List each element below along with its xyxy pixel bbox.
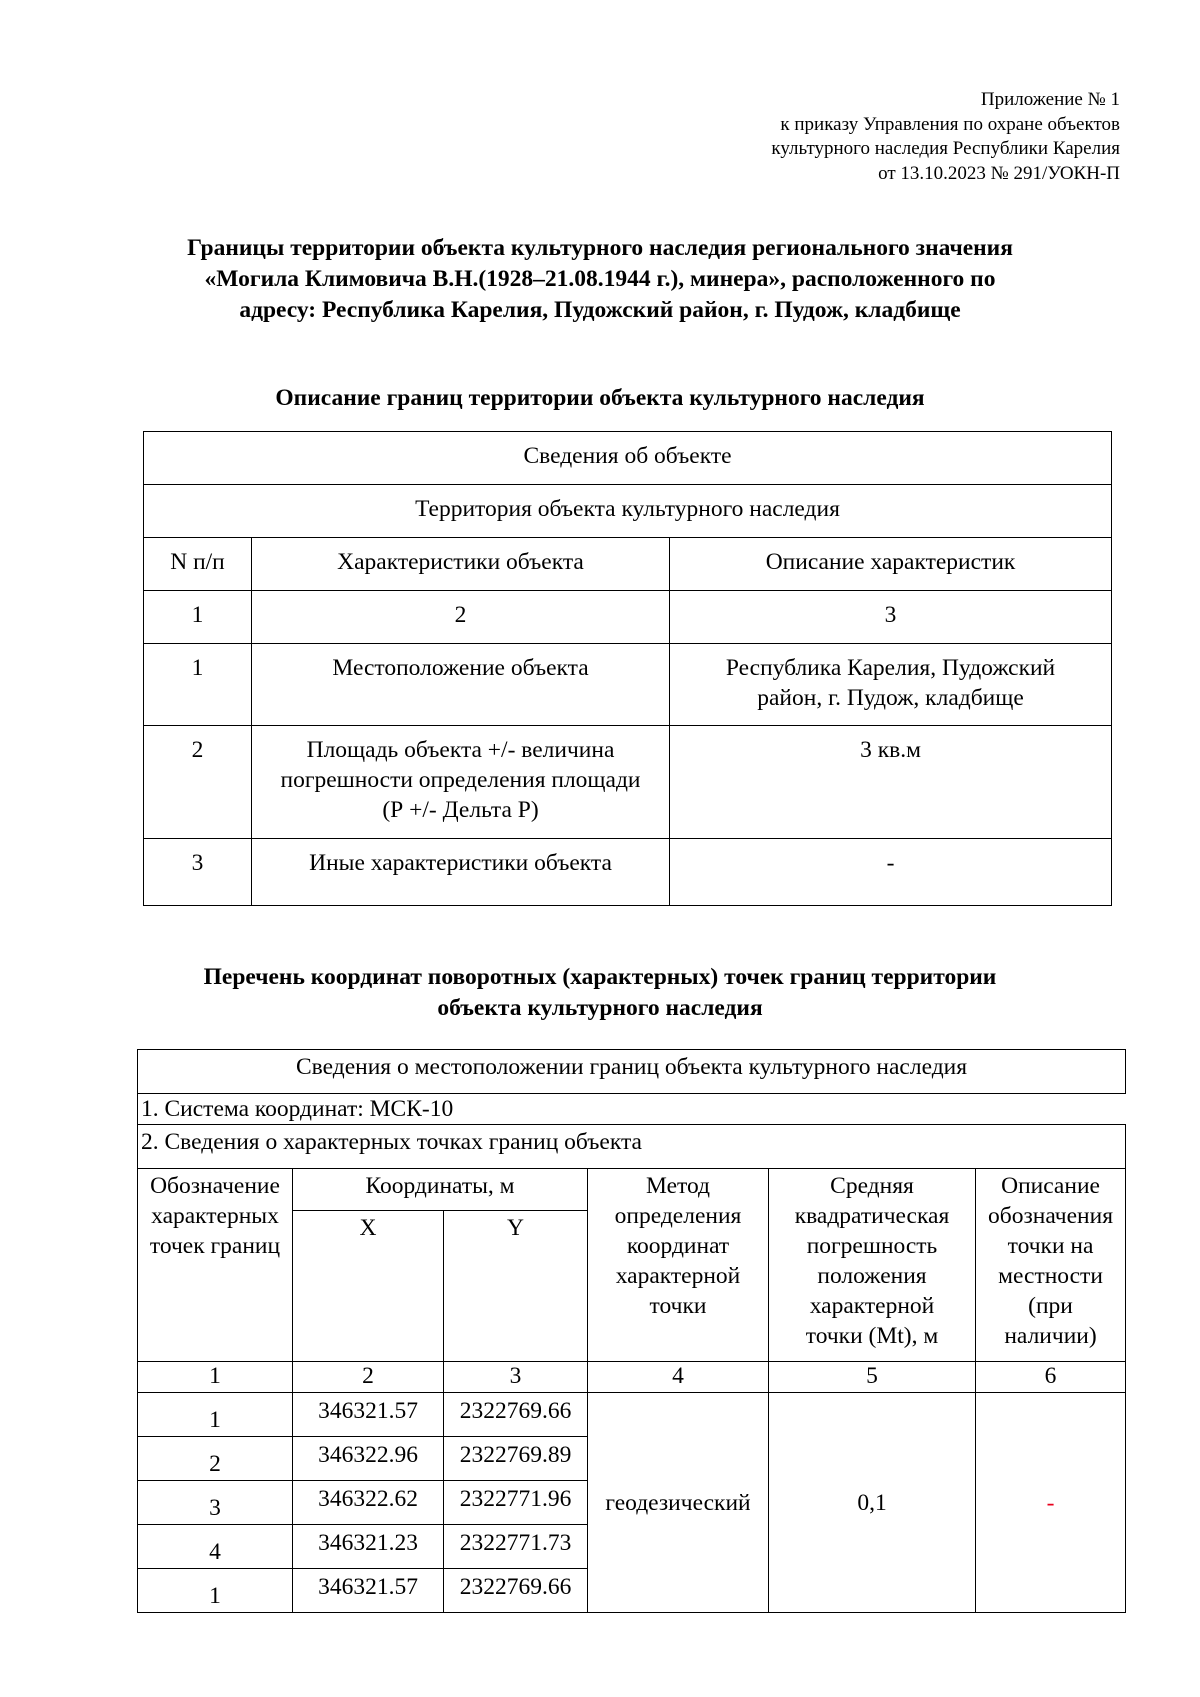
column-number: 6 bbox=[976, 1362, 1126, 1393]
cell-line: Средняя bbox=[830, 1173, 914, 1199]
column-header-error bbox=[769, 1169, 976, 1362]
title-line: адресу: Республика Карелия, Пудожский район, г. Пудож, кладбище bbox=[239, 297, 961, 323]
points-header: 2. Сведения о характерных точках границ объекта bbox=[138, 1125, 1126, 1169]
y-value: 2322771.73 bbox=[444, 1525, 588, 1569]
x-value: 346321.23 bbox=[293, 1525, 444, 1569]
cell-line: характерных bbox=[151, 1203, 279, 1229]
cell-line: положения bbox=[817, 1263, 927, 1289]
appendix-line: культурного наследия Республики Карелия bbox=[771, 138, 1120, 159]
point-number: 1 bbox=[138, 1393, 293, 1437]
table-row bbox=[144, 839, 1112, 906]
cell-line: координат bbox=[626, 1233, 730, 1259]
cell-line: Площадь объекта +/- величина bbox=[306, 737, 615, 763]
point-number: 4 bbox=[138, 1525, 293, 1569]
row-number: 1 bbox=[144, 644, 252, 726]
document-title bbox=[100, 233, 1100, 326]
column-header-method bbox=[588, 1169, 769, 1362]
cell-line: определения bbox=[614, 1203, 742, 1229]
cell-line: наличии) bbox=[1004, 1323, 1097, 1349]
cell-line: квадратическая bbox=[794, 1203, 950, 1229]
characteristic-cell bbox=[252, 644, 670, 726]
title-line: объекта культурного наследия bbox=[437, 995, 763, 1021]
description-cell bbox=[670, 839, 1112, 906]
cell-line: Республика Карелия, Пудожский bbox=[725, 655, 1056, 681]
coordinates-table bbox=[137, 1049, 1126, 1613]
cell-line: точки (Mt), м bbox=[805, 1323, 939, 1349]
column-header: Характеристики объекта bbox=[252, 538, 670, 591]
cell-line: погрешность bbox=[806, 1233, 938, 1259]
cell-line: обозначения bbox=[988, 1203, 1114, 1229]
appendix-line: от 13.10.2023 № 291/УОКН-П bbox=[878, 162, 1120, 184]
point-number: 1 bbox=[138, 1569, 293, 1613]
point-number: 2 bbox=[138, 1437, 293, 1481]
title-line: Границы территории объекта культурного наследия регионального значения bbox=[187, 235, 1013, 261]
cell-line: Описание bbox=[1001, 1173, 1100, 1199]
x-value: 346321.57 bbox=[293, 1393, 444, 1437]
appendix-header bbox=[600, 88, 1120, 186]
row-number: 3 bbox=[144, 839, 252, 906]
appendix-line: Приложение № 1 bbox=[980, 89, 1120, 110]
cell-line: 3 кв.м bbox=[860, 737, 921, 763]
column-number: 2 bbox=[293, 1362, 444, 1393]
cell-line: характерной bbox=[615, 1263, 741, 1289]
x-value: 346321.57 bbox=[293, 1569, 444, 1613]
x-value: 346322.62 bbox=[293, 1481, 444, 1525]
column-header-designation bbox=[138, 1169, 293, 1362]
cell-line: точек границ bbox=[149, 1233, 281, 1259]
cell-line: Местоположение объекта bbox=[332, 655, 589, 681]
column-number: 1 bbox=[138, 1362, 293, 1393]
cell-line: точки bbox=[649, 1293, 707, 1319]
section2-title bbox=[100, 962, 1100, 1024]
cell-line: - bbox=[886, 850, 895, 876]
description-cell bbox=[670, 726, 1112, 839]
column-header-description bbox=[976, 1169, 1126, 1362]
cell-line: (при bbox=[1028, 1293, 1073, 1319]
title-line: «Могила Климовича В.Н.(1928–21.08.1944 г.), минера», расположенного по bbox=[204, 266, 996, 292]
column-header-x: X bbox=[293, 1211, 444, 1362]
column-number: 2 bbox=[252, 591, 670, 644]
title-line: Перечень координат поворотных (характерных) точек границ территории bbox=[203, 964, 997, 990]
table-row bbox=[144, 726, 1112, 839]
column-header-y: Y bbox=[444, 1211, 588, 1362]
method-cell: геодезический bbox=[588, 1393, 769, 1613]
coordinate-system: 1. Система координат: МСК-10 bbox=[138, 1094, 1126, 1125]
column-number: 3 bbox=[444, 1362, 588, 1393]
table-row bbox=[144, 644, 1112, 726]
cell-line: район, г. Пудож, кладбище bbox=[757, 685, 1024, 711]
description-cell: - bbox=[976, 1393, 1126, 1613]
cell-line: Иные характеристики объекта bbox=[309, 850, 612, 876]
cell-line: Обозначение bbox=[150, 1173, 280, 1199]
table-row bbox=[138, 1393, 1126, 1437]
characteristic-cell bbox=[252, 726, 670, 839]
description-cell bbox=[670, 644, 1112, 726]
column-header: N п/п bbox=[144, 538, 252, 591]
column-number: 4 bbox=[588, 1362, 769, 1393]
column-header-coordinates: Координаты, м bbox=[293, 1169, 588, 1211]
column-header: Описание характеристик bbox=[670, 538, 1112, 591]
error-cell: 0,1 bbox=[769, 1393, 976, 1613]
point-number: 3 bbox=[138, 1481, 293, 1525]
table-header: Сведения об объекте bbox=[144, 432, 1112, 485]
y-value: 2322769.66 bbox=[444, 1569, 588, 1613]
x-value: 346322.96 bbox=[293, 1437, 444, 1481]
table-header: Сведения о местоположении границ объекта культурного наследия bbox=[138, 1050, 1126, 1094]
object-info-table bbox=[143, 431, 1112, 906]
table-header: Территория объекта культурного наследия bbox=[144, 485, 1112, 538]
cell-line: точки на bbox=[1007, 1233, 1094, 1259]
cell-line: характерной bbox=[809, 1293, 935, 1319]
cell-line: погрешности определения площади bbox=[280, 767, 641, 793]
y-value: 2322771.96 bbox=[444, 1481, 588, 1525]
appendix-line: к приказу Управления по охране объектов bbox=[780, 113, 1120, 135]
column-number: 3 bbox=[670, 591, 1112, 644]
y-value: 2322769.66 bbox=[444, 1393, 588, 1437]
cell-line: (Р +/- Дельта Р) bbox=[382, 797, 539, 823]
cell-line: местности bbox=[998, 1263, 1103, 1289]
section1-title: Описание границ территории объекта культурного наследия bbox=[275, 385, 925, 411]
y-value: 2322769.89 bbox=[444, 1437, 588, 1481]
characteristic-cell bbox=[252, 839, 670, 906]
column-number: 1 bbox=[144, 591, 252, 644]
column-number: 5 bbox=[769, 1362, 976, 1393]
cell-line: Метод bbox=[645, 1173, 710, 1199]
row-number: 2 bbox=[144, 726, 252, 839]
